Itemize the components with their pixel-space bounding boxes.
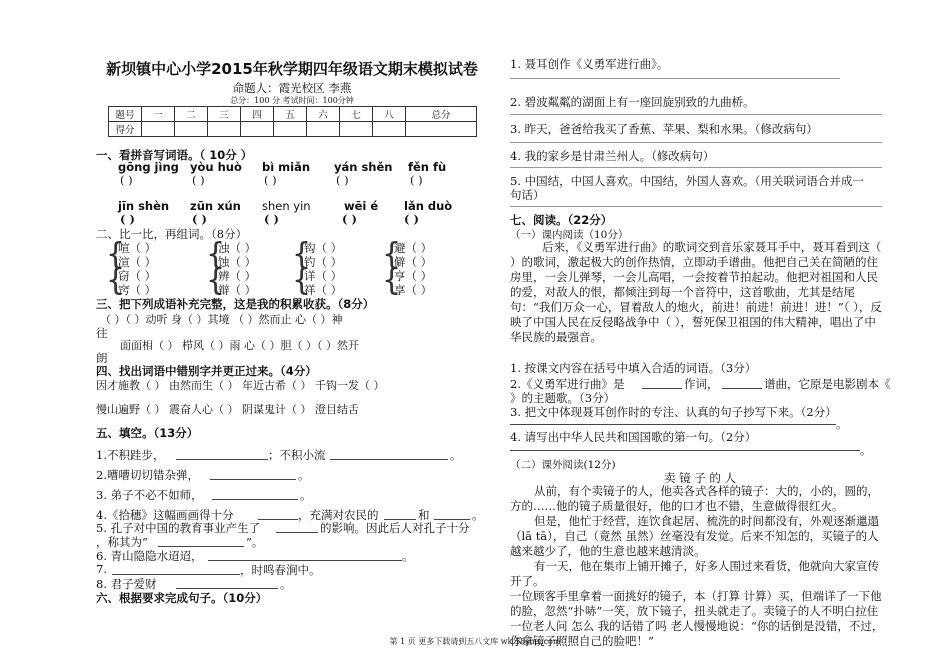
- score-cell[interactable]: [307, 122, 340, 137]
- fill-4c: 和: [418, 508, 430, 522]
- answer-line[interactable]: [258, 519, 298, 520]
- brace-icon: {: [382, 237, 402, 272]
- table-cell: 二: [175, 107, 208, 122]
- reading-q2a: 2.《义勇军进行曲》是: [510, 377, 625, 391]
- pinyin-4: yán shěn: [334, 160, 393, 174]
- fill-5c: ，称其为“: [96, 535, 148, 549]
- answer-line[interactable]: [510, 206, 882, 207]
- answer-box[interactable]: ( ): [192, 173, 205, 187]
- section-4-heading: 四、找出词语中错别字并更正过来。（4分）: [96, 364, 317, 378]
- answer-box[interactable]: ( ): [410, 173, 423, 187]
- table-cell: 七: [340, 107, 373, 122]
- answer-line[interactable]: [642, 388, 682, 389]
- compare-item[interactable]: 窃（ ）: [118, 269, 157, 283]
- answer-line[interactable]: [510, 424, 836, 425]
- sentence-q4: 4. 我的家乡是甘肃兰州人。（修改病句）: [510, 149, 715, 163]
- answer-line[interactable]: [210, 479, 296, 480]
- fill-8: 8. 君子爱财: [96, 577, 157, 591]
- compare-item[interactable]: 祥（ ）: [304, 283, 343, 297]
- typo-line-1[interactable]: 因才施教（ ） 由然而生（ ） 年近古希（ ） 千钩一发（ ）: [96, 379, 385, 392]
- answer-line[interactable]: [722, 388, 762, 389]
- score-cell[interactable]: [175, 122, 208, 137]
- compare-item[interactable]: 亨（ ）: [394, 269, 433, 283]
- answer-line[interactable]: [212, 499, 298, 500]
- answer-box[interactable]: ( ): [342, 212, 357, 226]
- answer-box[interactable]: ( ): [264, 212, 279, 226]
- reading-q3: 3. 把文中体现聂耳创作时的专注、认真的句子抄写下来。（2分）: [510, 405, 837, 419]
- section-2-heading: 二、比一比，再组词。（8分）: [96, 227, 248, 241]
- sentence-q3: 3. 昨天，爸爸给我买了香蕉、苹果、梨和水果。（修改病句）: [510, 122, 818, 136]
- answer-line[interactable]: [510, 450, 860, 451]
- story-paragraph-4: 一位顾客手里拿着一面挑好的镜子，本（打算 计算）买，但端详了一下他的脸，忽然“扑哧”一笑，放下镜子，扭头就走了。卖镜子的人不明白拉住一位老人问 怎么 我的话错了吗 老人慢慢地说：“你的话倒是没错，不过，你拿镜子照照自己的脸吧！”: [510, 589, 884, 648]
- typo-line-2[interactable]: 慢山遍野（ ） 震奋人心（ ） 阴谋鬼计（ ） 澄目结舌: [96, 403, 359, 416]
- fill-2: 2.嘈嘈切切错杂弹，: [96, 468, 199, 482]
- table-cell: 得分: [109, 122, 142, 137]
- fill-dot: 。: [298, 468, 310, 482]
- table-cell: 五: [274, 107, 307, 122]
- story-title: 卖 镜 子 的 人: [663, 471, 737, 485]
- compare-item[interactable]: 蚀（ ）: [218, 255, 257, 269]
- reading-q2c: 谱曲，它原是电影剧本《: [764, 377, 891, 391]
- fill-4b: ，充满对农民的: [298, 508, 379, 522]
- pinyin-6: jīn shèn: [118, 199, 170, 213]
- sentence-q5-wrap: 句话）: [510, 188, 545, 202]
- idiom-line-2[interactable]: 面面相（ ） 栉风（ ）雨 心（ ）胆（ ）（ ）然开: [120, 339, 359, 352]
- answer-box[interactable]: ( ): [120, 173, 133, 187]
- compare-item[interactable]: 钓（ ）: [304, 255, 343, 269]
- exam-meta: 总分：100 分 考试时间：100分钟: [230, 96, 354, 105]
- brace-icon: {: [292, 237, 312, 272]
- exam-author: 命题人：霞光校区 李燕: [232, 81, 352, 95]
- score-cell[interactable]: [241, 122, 274, 137]
- brace-icon: {: [382, 263, 402, 298]
- fill-3: 3. 弟子不必不如师，: [96, 488, 203, 502]
- fill-dot: 。: [450, 448, 462, 462]
- pinyin-1: gōng jìng: [118, 160, 179, 174]
- idiom-line-1[interactable]: （ ）（ ）动听 身（ ）其境 （ ）然而止 心（ ）神: [100, 313, 343, 326]
- pinyin-9: wēi é: [344, 199, 379, 213]
- answer-box[interactable]: ( ): [264, 173, 277, 187]
- brace-icon: {: [206, 263, 226, 298]
- score-cell[interactable]: [274, 122, 307, 137]
- reading-q2b: 作词，: [684, 377, 719, 391]
- table-cell: 一: [142, 107, 175, 122]
- brace-icon: {: [206, 237, 226, 272]
- answer-line[interactable]: [330, 459, 448, 460]
- brace-icon: {: [106, 263, 126, 298]
- compare-item[interactable]: 僻（ ）: [394, 255, 433, 269]
- answer-box[interactable]: ( ): [404, 212, 419, 226]
- pinyin-10: lǎn duò: [404, 199, 453, 213]
- score-table: [108, 106, 477, 137]
- sentence-q5: 5. 中国结，中国人喜欢。中国结，外国人喜欢。（用关联词语合并成一: [510, 174, 864, 188]
- fill-1a: 1.不积跬步，: [96, 448, 165, 462]
- fill-dot: 。: [300, 488, 312, 502]
- fill-4a: 4.《拾穗》这幅画画得十分: [96, 508, 234, 522]
- answer-line[interactable]: [208, 560, 402, 561]
- brace-icon: {: [106, 237, 126, 272]
- table-cell: 八: [373, 107, 406, 122]
- answer-box[interactable]: ( ): [336, 173, 349, 187]
- sentence-q1: 1. 聂耳创作《义勇军进行曲》。: [510, 57, 669, 71]
- reading-q4: 4. 请写出中华人民共和国国歌的第一句。（2分）: [510, 430, 757, 444]
- compare-item[interactable]: 享（ ）: [394, 283, 433, 297]
- score-table-header-row: [109, 107, 477, 122]
- story-paragraph-3: 有一天，他在集市上铺开摊子，好多人围过来看货，他就向大家宣传开了。: [510, 559, 879, 588]
- pinyin-8: shen yin: [262, 199, 311, 213]
- compare-item[interactable]: 辨（ ）: [218, 269, 257, 283]
- compare-item[interactable]: 避（ ）: [394, 241, 433, 255]
- compare-item[interactable]: 浊（ ）: [218, 241, 257, 255]
- section-5-heading: 五、填空。（13分）: [96, 426, 199, 440]
- score-cell[interactable]: [340, 122, 373, 137]
- table-cell: 题号: [109, 107, 142, 122]
- reading-q1: 1. 按课文内容在括号中填入合适的词语。（3分）: [510, 361, 757, 375]
- pinyin-2: yòu huò: [190, 160, 242, 174]
- reading-passage-1: 后来，《义勇军进行曲》的歌词交到音乐家聂耳手中，聂耳看到这（ ）的歌词，激起极大的创作热情，立即动手谱曲。他把自己关在简陋的住房里，一会儿弹琴，一会儿高唱，一会按着节拍起动。他把对祖国和人民的爱，对敌人的恨，都倾注到每一个音符中，这首歌曲，尤其是结尾句：“我们万众一心，冒着敌人的炮火，前进！前进！前进！进！”（ ），反映了中国人民在反侵略战争中（ ），誓死保卫祖国的伟大精神，唱出了中华民族的最强音。: [510, 240, 882, 344]
- fill-5d: ”。: [246, 535, 264, 549]
- compare-item[interactable]: 喧（ ）: [118, 241, 157, 255]
- fill-7b: ，时鸣春涧中。: [240, 563, 321, 577]
- table-cell: 总分: [406, 107, 477, 122]
- idiom-line-1-wrap: 往: [96, 326, 108, 340]
- answer-line[interactable]: [176, 588, 278, 589]
- pinyin-3: bì miǎn: [262, 160, 311, 174]
- compare-item[interactable]: 渲（ ）: [118, 255, 157, 269]
- score-cell[interactable]: [373, 122, 406, 137]
- fill-dot: 。: [860, 443, 872, 457]
- table-cell: 三: [208, 107, 241, 122]
- reading-q2d: 》的主题歌。（3分）: [510, 391, 616, 405]
- answer-line[interactable]: [510, 167, 882, 168]
- answer-line[interactable]: [510, 142, 882, 143]
- reading-sub-2: （二）课外阅读(12分): [510, 459, 616, 471]
- page-footer: 第 1 页 更多下载请到五八文库 wk.58sms.com: [389, 637, 561, 646]
- compare-item[interactable]: 详（ ）: [304, 269, 343, 283]
- brace-icon: {: [292, 263, 312, 298]
- answer-line[interactable]: [158, 546, 244, 547]
- pinyin-7: zūn xún: [190, 199, 241, 213]
- answer-line[interactable]: [510, 78, 840, 79]
- sentence-q2: 2. 碧波粼粼的湖面上有一座回旋别致的九曲桥。: [510, 95, 755, 109]
- compare-item[interactable]: 钩（ ）: [304, 241, 343, 255]
- score-table-score-row: [109, 122, 477, 137]
- story-paragraph-2: 但是，他忙于经营，连饮食起居、梳洗的时间都没有，外观逐渐邋遢（lā tā），自己（竟然 虽然）丝毫没有发觉。后来不知怎的，买镜子的人越来越少了，他的生意也越来越清淡。: [510, 514, 879, 558]
- section-7-heading: 七、阅读。（22分）: [510, 213, 613, 227]
- table-cell: 六: [307, 107, 340, 122]
- score-cell[interactable]: [406, 122, 477, 137]
- answer-box[interactable]: ( ): [120, 212, 135, 226]
- fill-dot: 。: [402, 549, 414, 563]
- compare-item[interactable]: 辩（ ）: [218, 283, 257, 297]
- answer-box[interactable]: ( ): [192, 212, 207, 226]
- fill-dot: 。: [280, 577, 292, 591]
- pinyin-5: fěn fù: [408, 160, 447, 174]
- answer-line[interactable]: [276, 532, 318, 533]
- answer-line[interactable]: [176, 459, 268, 460]
- score-cell[interactable]: [142, 122, 175, 137]
- fill-dot: 。: [836, 417, 848, 431]
- story-paragraph-1: 从前，有个卖镜子的人，他卖各式各样的镜子：大的，小的，圆的，方的……他的镜子质量很好，他的口才也不错，生意做得很红火。: [510, 484, 879, 513]
- fill-6: 6. 青山隐隐水迢迢，: [96, 549, 203, 563]
- fill-dot: 。: [472, 508, 484, 522]
- section-6-heading: 六、根据要求完成句子。（10分）: [96, 591, 268, 605]
- answer-line[interactable]: [510, 114, 882, 115]
- exam-title: 新坝镇中心小学2015年秋学期四年级语文期末模拟试卷: [106, 60, 478, 78]
- idiom-line-2-wrap: 朗: [96, 351, 108, 365]
- section-3-heading: 三、把下列成语补充完整，这是我的积累收获。（8分）: [96, 297, 375, 311]
- fill-5: 5. 孔子对中国的教育事业产生了: [96, 521, 261, 535]
- fill-7: 7.: [96, 562, 107, 576]
- score-cell[interactable]: [208, 122, 241, 137]
- fill-5b: 的影响。因此后人对孔子十分: [320, 521, 470, 535]
- compare-item[interactable]: 窍（ ）: [118, 283, 157, 297]
- answer-line[interactable]: [112, 574, 240, 575]
- section-1-heading: 一、看拼音写词语。（ 10分 ）: [96, 148, 253, 162]
- reading-sub-1: （一）课内阅读（10分）: [510, 229, 629, 241]
- fill-1b: ；不积小流: [268, 448, 326, 462]
- table-cell: 四: [241, 107, 274, 122]
